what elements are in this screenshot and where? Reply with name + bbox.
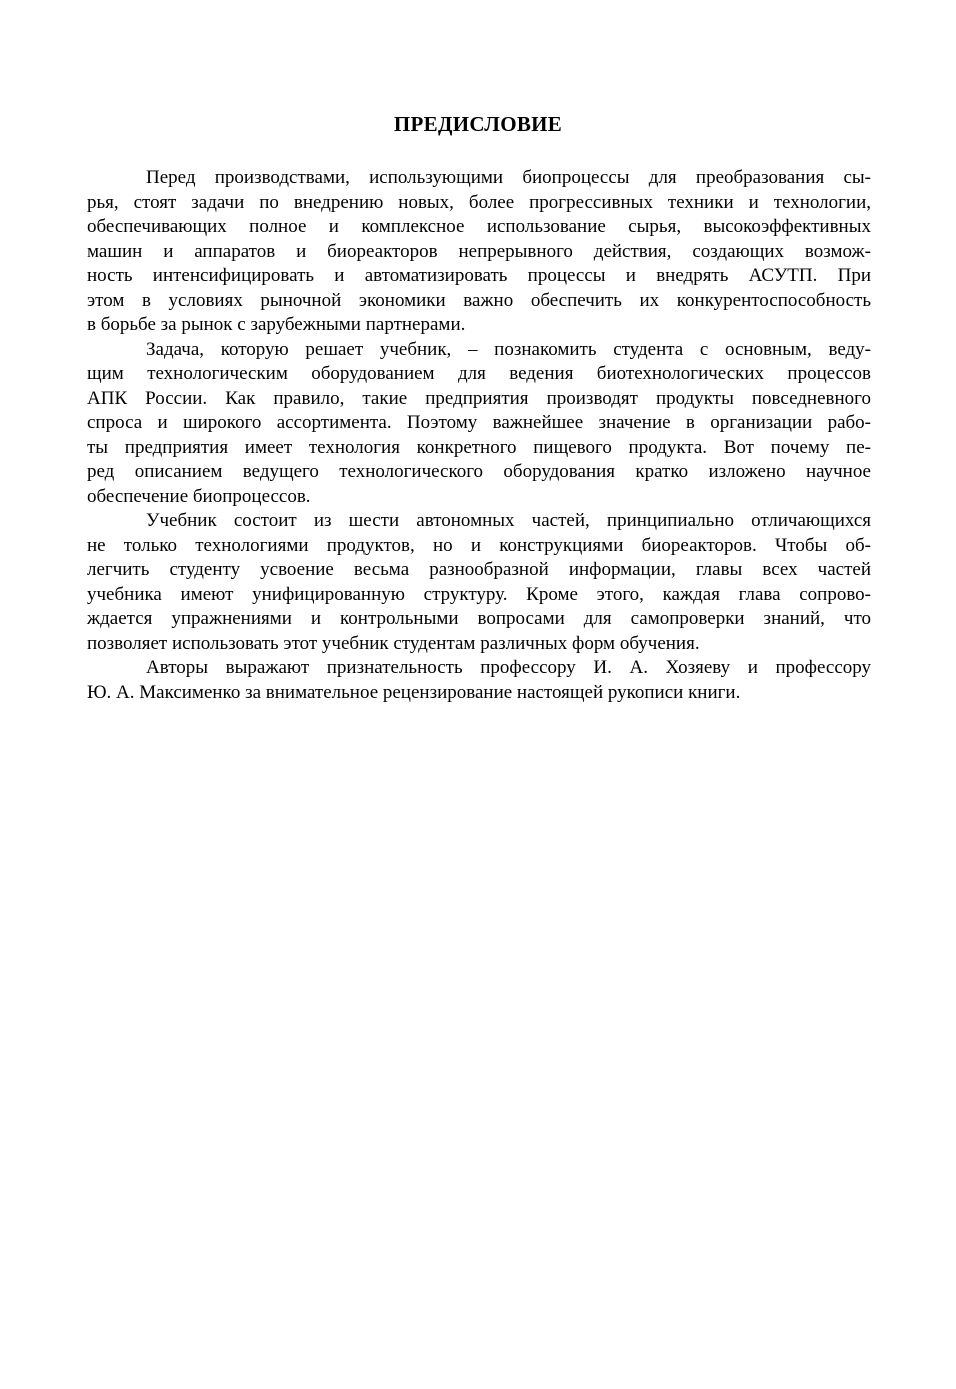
text-line: щим технологическим оборудованием для ведения биотехнологических процессов <box>87 363 871 384</box>
text-line: Ю. А. Максименко за внимательное рецензирование настоящей рукописи книги. <box>87 681 741 703</box>
paragraph-3 <box>87 509 871 656</box>
text-line: спроса и широкого ассортимента. Поэтому важнейшее значение в организации рабо- <box>87 412 871 433</box>
text-line: машин и аппаратов и биореакторов непрерывного действия, создающих возмож- <box>87 240 871 262</box>
text-line: ред описанием ведущего технологического оборудования кратко изложено научное <box>87 461 871 482</box>
text-line: ты предприятия имеет технология конкретного пищевого продукта. Вот почему пе- <box>87 436 871 458</box>
text-line: АПК России. Как правило, такие предприятия производят продукты повседневного <box>87 387 871 409</box>
paragraph-1 <box>87 166 871 338</box>
text-line: учебника имеют унифицированную структуру. Кроме этого, каждая глава сопрово- <box>87 583 871 605</box>
text-line: ность интенсифицировать и автоматизировать процессы и внедрять АСУТП. При <box>87 265 871 286</box>
text-line: легчить студенту усвоение весьма разнообразной информации, главы всех частей <box>87 559 871 580</box>
text-line: Авторы выражают признательность профессору И. А. Хозяеву и профессору <box>146 657 871 678</box>
paragraph-2 <box>87 338 871 510</box>
paragraph-4 <box>87 656 871 705</box>
text-line: Перед производствами, использующими биопроцессы для преобразования сы- <box>146 167 871 188</box>
text-line: позволяет использовать этот учебник студентам различных форм обучения. <box>87 632 700 654</box>
page-title: ПРЕДИСЛОВИЕ <box>393 112 563 136</box>
text-line: обеспечение биопроцессов. <box>87 485 311 507</box>
text-line: ждается упражнениями и контрольными вопросами для самопроверки знаний, что <box>87 608 871 629</box>
text-line: Задача, которую решает учебник, – познакомить студента с основным, веду- <box>146 338 871 360</box>
text-line: обеспечивающих полное и комплексное использование сырья, высокоэффективных <box>87 216 871 237</box>
body-text <box>87 166 871 705</box>
text-line: Учебник состоит из шести автономных частей, принципиально отличающихся <box>146 510 871 531</box>
text-line: этом в условиях рыночной экономики важно обеспечить их конкурентоспособность <box>87 289 871 311</box>
text-line: не только технологиями продуктов, но и конструкциями биореакторов. Чтобы об- <box>87 534 871 556</box>
text-line: в борьбе за рынок с зарубежными партнерами. <box>87 314 466 335</box>
text-line: рья, стоят задачи по внедрению новых, более прогрессивных техники и технологии, <box>87 191 871 213</box>
